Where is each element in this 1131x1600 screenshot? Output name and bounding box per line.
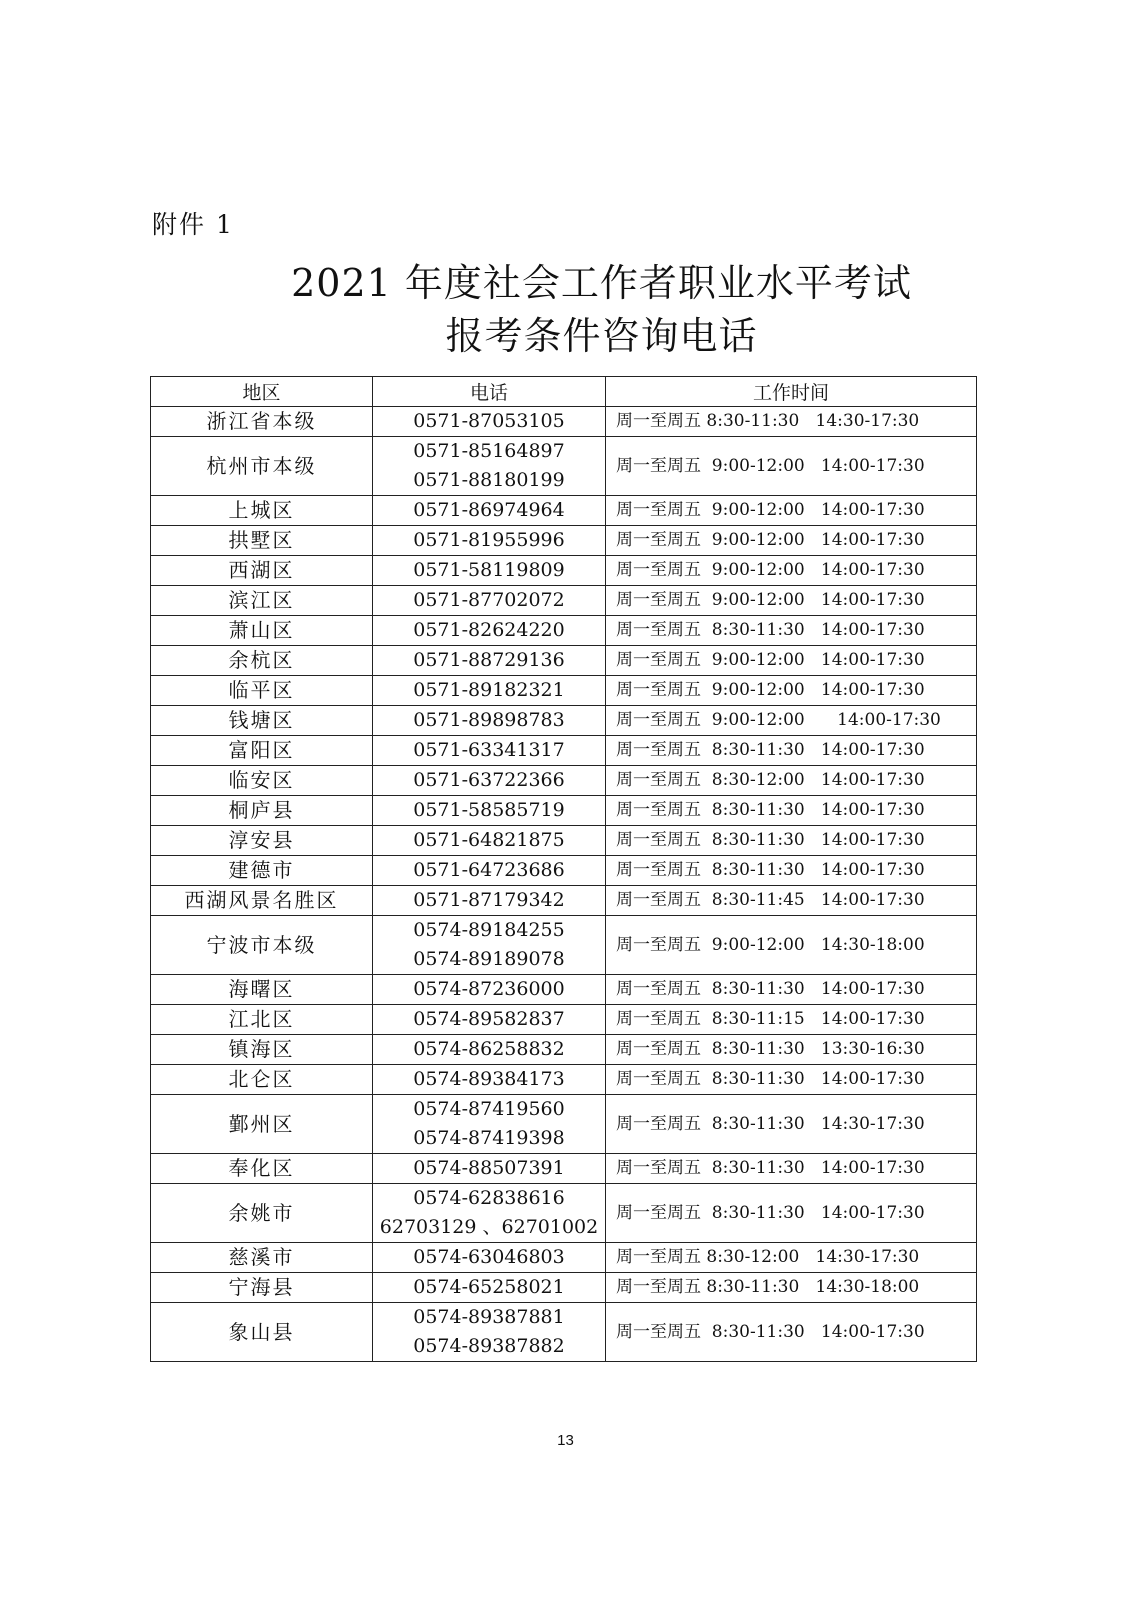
phone-cell bbox=[373, 1184, 606, 1243]
phone-number: 0571-64821875 bbox=[413, 829, 565, 851]
table-row bbox=[151, 437, 977, 496]
table-row bbox=[151, 407, 977, 437]
hours-cell: 周一至周五 9:00-12:00 14:00-17:30 bbox=[606, 496, 977, 526]
phone-cell bbox=[373, 766, 606, 796]
hours-cell: 周一至周五 8:30-11:30 14:00-17:30 bbox=[606, 1065, 977, 1095]
table-row bbox=[151, 556, 977, 586]
region-cell: 宁波市本级 bbox=[151, 916, 373, 975]
hours-cell: 周一至周五 8:30-11:30 14:00-17:30 bbox=[606, 826, 977, 856]
phone-cell bbox=[373, 616, 606, 646]
phone-cell bbox=[373, 706, 606, 736]
hours-cell: 周一至周五 8:30-12:00 14:30-17:30 bbox=[606, 1243, 977, 1273]
table-row bbox=[151, 586, 977, 616]
table-row bbox=[151, 736, 977, 766]
region-cell: 杭州市本级 bbox=[151, 437, 373, 496]
table-row bbox=[151, 1154, 977, 1184]
phone-number: 0571-58119809 bbox=[413, 559, 565, 581]
table-row bbox=[151, 826, 977, 856]
region-cell: 余姚市 bbox=[151, 1184, 373, 1243]
phone-number: 0571-81955996 bbox=[413, 529, 565, 551]
phone-cell bbox=[373, 437, 606, 496]
region-cell: 镇海区 bbox=[151, 1035, 373, 1065]
phone-cell bbox=[373, 1065, 606, 1095]
hours-cell: 周一至周五 8:30-11:30 14:00-17:30 bbox=[606, 1184, 977, 1243]
document-title-line-1: 2021 年度社会工作者职业水平考试 bbox=[291, 261, 912, 305]
phone-cell bbox=[373, 856, 606, 886]
table-row bbox=[151, 496, 977, 526]
hours-cell: 周一至周五 9:00-12:00 14:00-17:30 bbox=[606, 646, 977, 676]
hours-cell: 周一至周五 8:30-11:30 14:00-17:30 bbox=[606, 975, 977, 1005]
phone-number: 0571-86974964 bbox=[413, 499, 565, 521]
table-row bbox=[151, 916, 977, 975]
phone-cell bbox=[373, 916, 606, 975]
table-row bbox=[151, 706, 977, 736]
region-cell: 北仑区 bbox=[151, 1065, 373, 1095]
page-number: 13 bbox=[557, 1432, 574, 1449]
hours-cell: 周一至周五 8:30-11:30 14:00-17:30 bbox=[606, 1303, 977, 1362]
phone-number: 0571-63722366 bbox=[413, 769, 565, 791]
table-row bbox=[151, 886, 977, 916]
hours-cell: 周一至周五 9:00-12:00 14:00-17:30 bbox=[606, 676, 977, 706]
phone-number: 0571-89182321 bbox=[413, 679, 565, 701]
region-cell: 浙江省本级 bbox=[151, 407, 373, 437]
region-cell: 西湖区 bbox=[151, 556, 373, 586]
region-cell: 临平区 bbox=[151, 676, 373, 706]
table-row bbox=[151, 1065, 977, 1095]
region-cell: 桐庐县 bbox=[151, 796, 373, 826]
header-phone: 电话 bbox=[373, 377, 606, 407]
hours-cell: 周一至周五 8:30-11:30 14:30-17:30 bbox=[606, 1095, 977, 1154]
phone-cell bbox=[373, 496, 606, 526]
phone-number: 0571-63341317 bbox=[413, 739, 565, 761]
region-cell: 钱塘区 bbox=[151, 706, 373, 736]
region-cell: 西湖风景名胜区 bbox=[151, 886, 373, 916]
phone-cell bbox=[373, 646, 606, 676]
region-cell: 萧山区 bbox=[151, 616, 373, 646]
phone-cell bbox=[373, 1273, 606, 1303]
phone-cell bbox=[373, 1095, 606, 1154]
phone-cell bbox=[373, 1303, 606, 1362]
table-row bbox=[151, 1243, 977, 1273]
table-row bbox=[151, 856, 977, 886]
region-cell: 慈溪市 bbox=[151, 1243, 373, 1273]
table-row bbox=[151, 676, 977, 706]
region-cell: 拱墅区 bbox=[151, 526, 373, 556]
phone-cell bbox=[373, 1154, 606, 1184]
phone-number: 0574-62838616 bbox=[413, 1187, 565, 1209]
phone-cell bbox=[373, 796, 606, 826]
header-region: 地区 bbox=[151, 377, 373, 407]
table-row bbox=[151, 526, 977, 556]
document-title-line-2: 报考条件咨询电话 bbox=[445, 314, 758, 358]
phone-cell bbox=[373, 676, 606, 706]
hours-cell: 周一至周五 8:30-11:30 14:00-17:30 bbox=[606, 736, 977, 766]
table-row bbox=[151, 1273, 977, 1303]
table-row bbox=[151, 1035, 977, 1065]
region-cell: 滨江区 bbox=[151, 586, 373, 616]
region-cell: 宁海县 bbox=[151, 1273, 373, 1303]
hours-cell: 周一至周五 8:30-11:30 14:00-17:30 bbox=[606, 1154, 977, 1184]
phone-number: 0571-87702072 bbox=[413, 589, 565, 611]
phone-number: 0574-88507391 bbox=[413, 1157, 565, 1179]
region-cell: 建德市 bbox=[151, 856, 373, 886]
table-row bbox=[151, 616, 977, 646]
phone-number: 0571-87053105 bbox=[413, 410, 565, 432]
phone-cell bbox=[373, 886, 606, 916]
phone-number: 0571-88180199 bbox=[413, 469, 565, 491]
consultation-phone-table bbox=[150, 376, 977, 1362]
phone-number: 0571-58585719 bbox=[413, 799, 565, 821]
table-row bbox=[151, 1095, 977, 1154]
phone-cell bbox=[373, 826, 606, 856]
table-body bbox=[151, 407, 977, 1362]
region-cell: 淳安县 bbox=[151, 826, 373, 856]
region-cell: 海曙区 bbox=[151, 975, 373, 1005]
region-cell: 象山县 bbox=[151, 1303, 373, 1362]
hours-cell: 周一至周五 9:00-12:00 14:00-17:30 bbox=[606, 437, 977, 496]
hours-cell: 周一至周五 9:00-12:00 14:00-17:30 bbox=[606, 706, 977, 736]
region-cell: 上城区 bbox=[151, 496, 373, 526]
hours-cell: 周一至周五 8:30-11:30 14:00-17:30 bbox=[606, 856, 977, 886]
phone-cell bbox=[373, 586, 606, 616]
phone-cell bbox=[373, 1243, 606, 1273]
hours-cell: 周一至周五 9:00-12:00 14:00-17:30 bbox=[606, 556, 977, 586]
hours-cell: 周一至周五 8:30-11:30 14:30-17:30 bbox=[606, 407, 977, 437]
phone-number: 0574-87419398 bbox=[413, 1127, 565, 1149]
phone-number: 62703129 、62701002 bbox=[379, 1216, 599, 1238]
hours-cell: 周一至周五 9:00-12:00 14:00-17:30 bbox=[606, 526, 977, 556]
table-row bbox=[151, 1005, 977, 1035]
hours-cell: 周一至周五 8:30-12:00 14:00-17:30 bbox=[606, 766, 977, 796]
phone-number: 0574-63046803 bbox=[413, 1246, 565, 1268]
phone-number: 0571-88729136 bbox=[413, 649, 565, 671]
region-cell: 江北区 bbox=[151, 1005, 373, 1035]
phone-number: 0574-89582837 bbox=[413, 1008, 565, 1030]
table-row bbox=[151, 975, 977, 1005]
phone-cell bbox=[373, 975, 606, 1005]
phone-number: 0571-82624220 bbox=[413, 619, 565, 641]
table-row bbox=[151, 766, 977, 796]
phone-cell bbox=[373, 407, 606, 437]
hours-cell: 周一至周五 9:00-12:00 14:30-18:00 bbox=[606, 916, 977, 975]
phone-number: 0571-64723686 bbox=[413, 859, 565, 881]
attachment-label: 附件 1 bbox=[152, 210, 234, 239]
table-header-row bbox=[151, 377, 977, 407]
phone-number: 0574-89387882 bbox=[413, 1335, 565, 1357]
hours-cell: 周一至周五 9:00-12:00 14:00-17:30 bbox=[606, 586, 977, 616]
phone-cell bbox=[373, 1035, 606, 1065]
phone-number: 0574-87419560 bbox=[413, 1098, 565, 1120]
phone-cell bbox=[373, 1005, 606, 1035]
phone-number: 0571-87179342 bbox=[413, 889, 565, 911]
phone-cell bbox=[373, 736, 606, 766]
hours-cell: 周一至周五 8:30-11:30 14:30-18:00 bbox=[606, 1273, 977, 1303]
phone-number: 0574-87236000 bbox=[413, 978, 565, 1000]
phone-cell bbox=[373, 556, 606, 586]
hours-cell: 周一至周五 8:30-11:30 14:00-17:30 bbox=[606, 616, 977, 646]
phone-number: 0571-89898783 bbox=[413, 709, 565, 731]
phone-number: 0571-85164897 bbox=[413, 440, 565, 462]
phone-number: 0574-89387881 bbox=[413, 1306, 565, 1328]
table-row bbox=[151, 646, 977, 676]
phone-cell bbox=[373, 526, 606, 556]
region-cell: 余杭区 bbox=[151, 646, 373, 676]
region-cell: 奉化区 bbox=[151, 1154, 373, 1184]
phone-number: 0574-86258832 bbox=[413, 1038, 565, 1060]
region-cell: 富阳区 bbox=[151, 736, 373, 766]
table-row bbox=[151, 796, 977, 826]
phone-number: 0574-89384173 bbox=[413, 1068, 565, 1090]
hours-cell: 周一至周五 8:30-11:15 14:00-17:30 bbox=[606, 1005, 977, 1035]
header-hours: 工作时间 bbox=[606, 377, 977, 407]
phone-number: 0574-89189078 bbox=[413, 948, 565, 970]
table-row bbox=[151, 1184, 977, 1243]
region-cell: 鄞州区 bbox=[151, 1095, 373, 1154]
table-row bbox=[151, 1303, 977, 1362]
hours-cell: 周一至周五 8:30-11:30 14:00-17:30 bbox=[606, 796, 977, 826]
region-cell: 临安区 bbox=[151, 766, 373, 796]
hours-cell: 周一至周五 8:30-11:45 14:00-17:30 bbox=[606, 886, 977, 916]
phone-number: 0574-65258021 bbox=[413, 1276, 565, 1298]
hours-cell: 周一至周五 8:30-11:30 13:30-16:30 bbox=[606, 1035, 977, 1065]
phone-number: 0574-89184255 bbox=[413, 919, 565, 941]
